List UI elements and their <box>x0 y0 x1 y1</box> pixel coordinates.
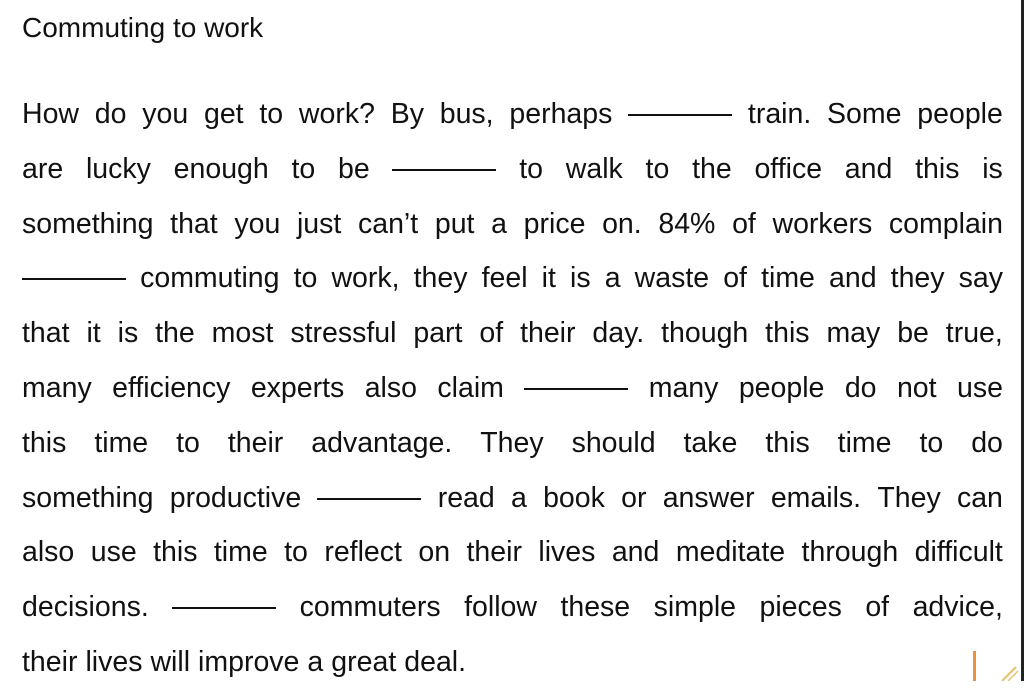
passage-word: experts <box>250 371 345 404</box>
passage-line <box>22 142 1003 197</box>
passage-word: and <box>829 262 877 295</box>
passage-line <box>22 635 1003 690</box>
passage-word: great <box>331 645 397 678</box>
passage-word: do <box>94 98 127 130</box>
partial-orange-icon <box>972 650 1024 681</box>
passage-word: complain <box>888 207 1003 240</box>
passage-word: the <box>692 152 732 185</box>
passage-word: also <box>364 371 417 404</box>
passage-word: advice, <box>912 591 1003 624</box>
passage-word: waste <box>634 262 710 295</box>
passage-word: they <box>890 262 945 295</box>
passage-word: also <box>22 536 75 569</box>
passage-word: and <box>844 152 893 185</box>
passage-word: time <box>761 262 815 295</box>
passage-word: can’t <box>357 207 419 240</box>
passage-word: most <box>211 317 274 350</box>
passage-word: to <box>519 152 544 185</box>
passage-word: work? <box>298 98 375 130</box>
passage-word: their <box>227 426 284 459</box>
passage-word: not <box>896 371 937 404</box>
passage-word: they <box>413 262 468 295</box>
passage-word: to <box>259 98 284 130</box>
passage-word: stressful <box>290 317 397 350</box>
fill-in-blank <box>524 386 628 390</box>
passage-line <box>22 251 1003 306</box>
passage-word: their <box>22 645 78 678</box>
passage-word: this <box>22 426 67 459</box>
passage-word: though <box>661 317 749 350</box>
passage-word: to <box>919 426 944 459</box>
passage-word: Some <box>827 98 902 130</box>
passage-word: their <box>520 317 576 350</box>
passage-word: improve <box>198 645 300 678</box>
passage-word: or <box>621 481 647 514</box>
fill-in-blank <box>22 276 126 280</box>
passage-word: should <box>571 426 656 459</box>
passage-word: a <box>510 481 527 514</box>
passage-word: a <box>604 262 621 295</box>
passage-word: of <box>865 591 890 624</box>
passage-word: of <box>732 207 756 240</box>
passage-word: train. <box>747 98 812 130</box>
passage-word: simple <box>653 591 736 624</box>
passage-word: efficiency <box>112 371 231 404</box>
passage-word: time <box>837 426 892 459</box>
fill-in-blank <box>392 167 496 171</box>
passage-word: be <box>338 152 370 185</box>
passage-word: of <box>723 262 747 295</box>
passage-word: will <box>150 645 191 678</box>
passage-word: the <box>155 317 195 350</box>
passage-word: it <box>541 262 556 295</box>
passage-word: book <box>543 481 605 514</box>
passage-word: decisions. <box>22 591 149 624</box>
passage-word: something <box>22 481 154 514</box>
passage-word: many <box>22 371 92 404</box>
passage-word: through <box>801 536 899 569</box>
passage-word: use <box>90 536 137 569</box>
passage-word: get <box>203 98 244 130</box>
passage-line <box>22 525 1003 580</box>
passage-word: that <box>22 317 70 350</box>
passage-word: be <box>897 317 929 350</box>
passage-word: something <box>22 207 154 240</box>
passage-word: lives <box>85 645 143 678</box>
passage-word: a <box>491 207 507 240</box>
passage-word: this <box>765 426 810 459</box>
passage-word: office <box>754 152 823 185</box>
passage-word: do <box>844 371 877 404</box>
passage-word: follow <box>464 591 537 624</box>
passage-word: reflect <box>324 536 402 569</box>
passage-word: can <box>956 481 1003 514</box>
passage-line <box>22 87 1003 142</box>
passage-line <box>22 197 1003 252</box>
passage-line <box>22 471 1003 526</box>
passage-word: to <box>645 152 670 185</box>
passage-line <box>22 580 1003 635</box>
passage-word: these <box>560 591 631 624</box>
passage-word: bus, <box>439 98 494 130</box>
passage-word: commuting <box>140 262 280 295</box>
passage-word: time <box>213 536 268 569</box>
passage-word: say <box>958 262 1003 295</box>
passage-word: people <box>917 98 1003 130</box>
passage-word: this <box>915 152 960 185</box>
passage-word: day. <box>592 317 645 350</box>
passage-word: to <box>293 262 318 295</box>
passage-word: enough <box>173 152 269 185</box>
passage-word: feel <box>481 262 528 295</box>
document-title: Commuting to work <box>22 12 264 43</box>
passage-word: is <box>570 262 591 295</box>
fill-in-blank <box>172 605 276 609</box>
passage-word: They <box>480 426 544 459</box>
passage-word: are <box>22 152 64 185</box>
passage-word: on. <box>602 207 642 240</box>
passage-word: of <box>479 317 504 350</box>
passage-word: advantage. <box>311 426 453 459</box>
fill-in-blank <box>628 112 732 116</box>
passage-word: to <box>176 426 200 459</box>
passage-word: By <box>390 98 424 130</box>
passage-word: difficult <box>914 536 1003 569</box>
passage-word: answer <box>662 481 755 514</box>
passage-word: productive <box>169 481 302 514</box>
passage-word: use <box>956 371 1003 404</box>
passage-word: part <box>413 317 463 350</box>
passage-word: put <box>434 207 475 240</box>
passage-word: workers <box>772 207 873 240</box>
passage-word: on <box>418 536 451 569</box>
passage-word: to <box>291 152 316 185</box>
passage-word: this <box>153 536 198 569</box>
passage-word: deal. <box>404 645 467 678</box>
passage-word: walk <box>565 152 623 185</box>
passage-line <box>22 306 1003 361</box>
passage-word: 84% <box>658 207 716 240</box>
passage-word: that <box>170 207 218 240</box>
passage-word: just <box>296 207 342 240</box>
passage-word: true, <box>945 317 1003 350</box>
passage-word: meditate <box>675 536 786 569</box>
fill-in-blank <box>317 496 421 500</box>
passage-word: you <box>142 98 189 130</box>
passage-line <box>22 416 1003 471</box>
passage-word: They <box>877 481 941 514</box>
passage-word: this <box>765 317 810 350</box>
passage-word: emails. <box>770 481 862 514</box>
passage-word: may <box>826 317 881 350</box>
passage-word: is <box>117 317 139 350</box>
passage-word: and <box>611 536 660 569</box>
passage-word: to <box>284 536 308 569</box>
passage-word: many <box>648 371 719 404</box>
passage-word: work, <box>331 262 400 295</box>
passage-word: How <box>22 98 80 130</box>
passage-word: you <box>234 207 281 240</box>
passage-word: it <box>86 317 101 350</box>
passage-word: commuters <box>299 591 441 624</box>
passage-line <box>22 361 1003 416</box>
passage-word: price <box>523 207 586 240</box>
passage-text <box>22 87 1003 690</box>
passage-word: time <box>94 426 149 459</box>
passage-word: lucky <box>85 152 151 185</box>
passage-word: a <box>307 645 324 678</box>
passage-word: their <box>466 536 522 569</box>
passage-word: do <box>971 426 1003 459</box>
passage-word: people <box>738 371 825 404</box>
passage-word: take <box>683 426 738 459</box>
passage-word: lives <box>538 536 596 569</box>
passage-word: claim <box>437 371 504 404</box>
passage-word: pieces <box>759 591 842 624</box>
passage-word: perhaps <box>509 98 613 130</box>
passage-word: is <box>982 152 1003 185</box>
passage-word: read <box>437 481 495 514</box>
